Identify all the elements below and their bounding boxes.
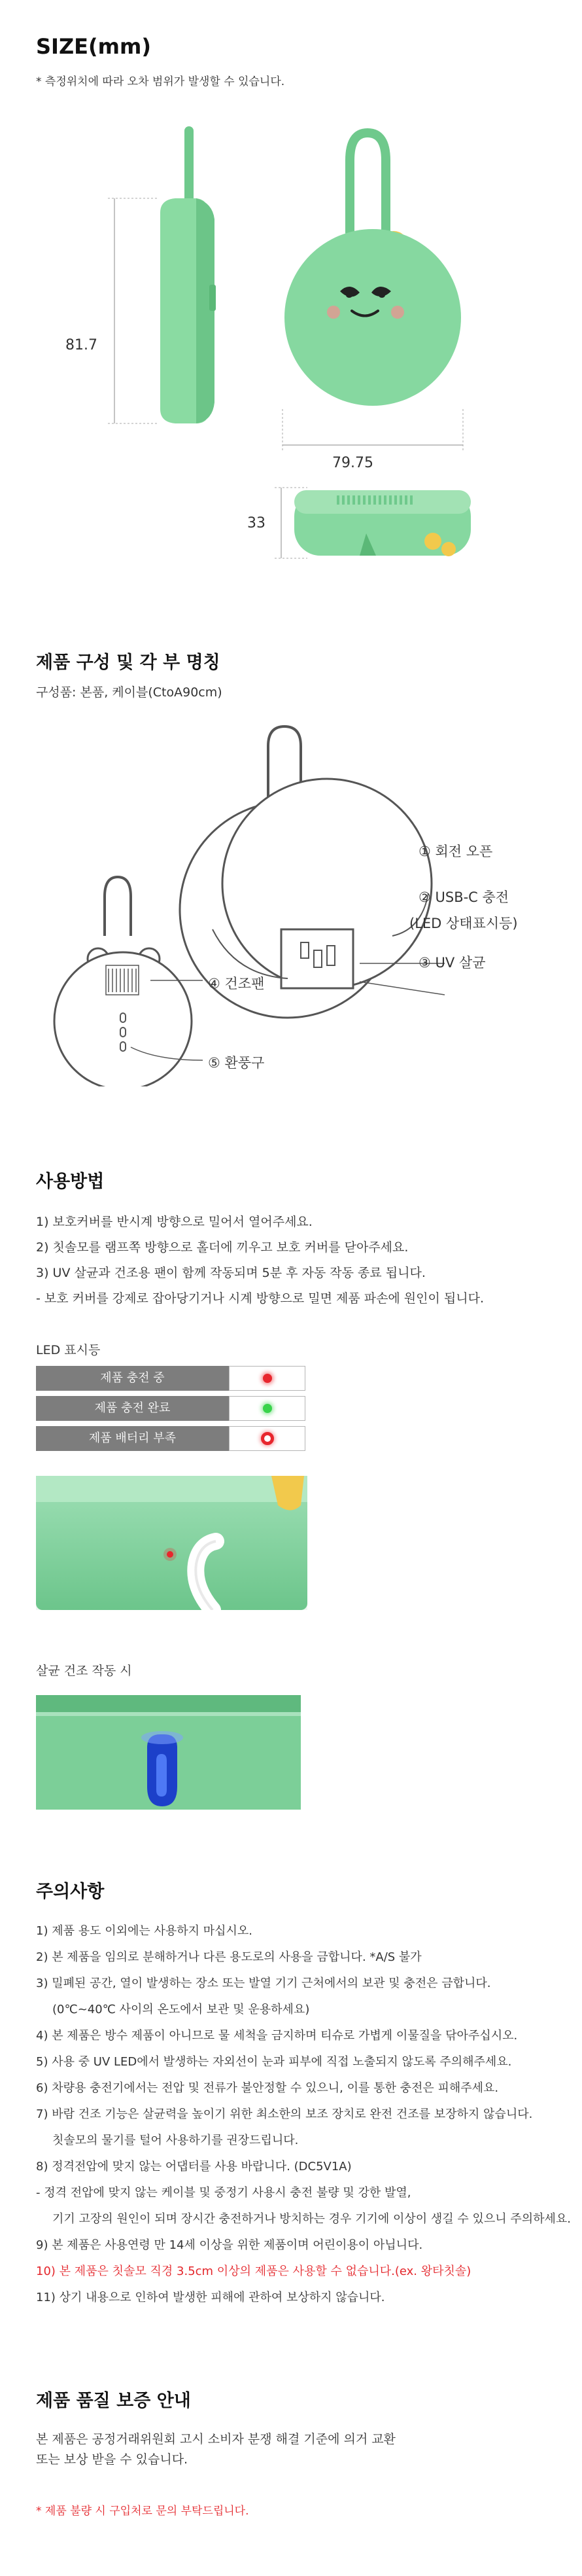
- parts-title: 제품 구성 및 각 부 명칭: [36, 653, 220, 673]
- led-row-charging: [36, 1366, 305, 1391]
- warranty-text-2: 또는 보상 받을 수 있습니다.: [36, 2452, 188, 2467]
- height-dimension: 81.7: [65, 337, 97, 353]
- led-indicator: [229, 1426, 305, 1451]
- width-dimension: 79.75: [332, 455, 373, 471]
- led-label: 제품 충전 완료: [36, 1396, 229, 1421]
- size-title: SIZE(mm): [36, 34, 151, 59]
- product-size-illustration: [98, 121, 490, 461]
- caution-item: 7) 바람 건조 기능은 살균력을 높이기 위한 최소한의 보조 장치로 완전 건조를 보장하지 않습니다.: [36, 2107, 533, 2121]
- led-label: 제품 배터리 부족: [36, 1426, 229, 1451]
- caution-item: 8) 정격전압에 맞지 않는 어댑터를 사용 바랍니다. (DC5V1A): [36, 2160, 352, 2174]
- caution-item-highlight: 10) 본 제품은 칫솔모 직경 3.5cm 이상의 제품은 사용할 수 없습니다.(ex. 왕타칫솔): [36, 2264, 471, 2278]
- caution-item: - 정격 전압에 맞지 않는 케이블 및 중정기 사용시 충전 불량 및 강한 발열,: [36, 2186, 411, 2200]
- caution-item: 칫솔모의 물기를 털어 사용하기를 권장드립니다.: [52, 2134, 299, 2147]
- led-blink-dot-icon: [261, 1432, 274, 1445]
- usage-title: 사용방법: [36, 1172, 105, 1192]
- size-note: * 측정위치에 따라 오차 범위가 발생할 수 있습니다.: [36, 75, 285, 88]
- warranty-note: * 제품 불량 시 구입처로 문의 부탁드립니다.: [36, 2505, 249, 2518]
- usage-step: 2) 칫솔모를 램프쪽 방향으로 홀더에 끼우고 보호 커버를 닫아주세요.: [36, 1240, 409, 1255]
- label-usbc: ② USB-C 충전: [419, 889, 509, 905]
- usage-step: 3) UV 살균과 건조용 팬이 함께 작동되며 5분 후 자동 작동 종료 됩니다.: [36, 1266, 426, 1280]
- led-title: LED 표시등: [36, 1343, 101, 1357]
- label-fan: ④ 건조팬: [208, 976, 265, 992]
- led-label: 제품 충전 중: [36, 1366, 229, 1391]
- caution-item: (0℃~40℃ 사이의 온도에서 보관 및 운용하세요): [52, 2003, 310, 2016]
- caution-item: 3) 밀폐된 공간, 열이 발생하는 장소 또는 발열 기기 근처에서의 보관 및 충전은 금합니다.: [36, 1977, 491, 1990]
- components-text: 구성품: 본품, 케이블(CtoA90cm): [36, 685, 222, 700]
- caution-item: 4) 본 제품은 방수 제품이 아니므로 물 세척을 금지하며 티슈로 가볍게 이물질을 닦아주십시오.: [36, 2029, 518, 2043]
- caution-item: 5) 사용 중 UV LED에서 발생하는 자외선이 눈과 피부에 직접 노출되지 않도록 주의해주세요.: [36, 2055, 512, 2069]
- caution-item: 6) 차량용 충전기에서는 전압 및 전류가 불안정할 수 있으니, 이를 통한 충전은 피해주세요.: [36, 2081, 499, 2095]
- caution-title: 주의사항: [36, 1882, 105, 1902]
- led-row-low-battery: [36, 1426, 305, 1451]
- led-red-dot-icon: [263, 1374, 272, 1383]
- caution-item: 기기 고장의 원인이 되며 장시간 충전하거나 방치하는 경우 기기에 이상이 생길 수 있으니 주의하세요.: [52, 2212, 572, 2226]
- label-vent: ⑤ 환풍구: [208, 1055, 265, 1071]
- led-indicator: [229, 1396, 305, 1421]
- label-uv: ③ UV 살균: [419, 955, 486, 971]
- usage-step: - 보호 커버를 강제로 잡아당기거나 시계 방향으로 밀면 제품 파손에 원인이 됩니다.: [36, 1291, 485, 1306]
- caution-item: 1) 제품 용도 이외에는 사용하지 마십시오.: [36, 1924, 253, 1938]
- led-indicator: [229, 1366, 305, 1391]
- led-product-photo: [36, 1476, 307, 1610]
- label-led-status: (LED 상태표시등): [409, 916, 518, 931]
- uv-title: 살균 건조 작동 시: [36, 1664, 132, 1678]
- caution-item: 11) 상기 내용으로 인하여 발생한 피해에 관하여 보상하지 않습니다.: [36, 2291, 385, 2304]
- depth-dimension: 33: [247, 515, 265, 531]
- usage-step: 1) 보호커버를 반시계 방향으로 밀어서 열어주세요.: [36, 1215, 313, 1229]
- caution-item: 2) 본 제품을 임의로 분해하거나 다른 용도로의 사용을 금합니다. *A/S 불가: [36, 1950, 422, 1964]
- product-depth-illustration: [268, 481, 477, 566]
- led-green-dot-icon: [263, 1404, 272, 1413]
- label-rotate-open: ① 회전 오픈: [419, 844, 493, 859]
- uv-operation-photo: [36, 1695, 301, 1810]
- warranty-text-1: 본 제품은 공정거래위원회 고시 소비자 분쟁 해결 기준에 의거 교환: [36, 2432, 396, 2446]
- led-row-charged: [36, 1396, 305, 1421]
- warranty-title: 제품 품질 보증 안내: [36, 2391, 191, 2411]
- caution-item: 9) 본 제품은 사용연령 만 14세 이상을 위한 제품이며 어린이용이 아닙니다.: [36, 2238, 423, 2252]
